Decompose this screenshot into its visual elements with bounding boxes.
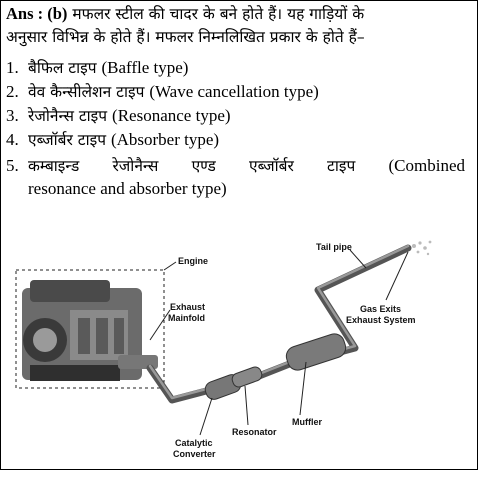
gas-exits-label-2: Exhaust System: [346, 315, 416, 325]
type-english: (Baffle type): [101, 58, 189, 77]
intro-text-1: मफलर स्टील की चादर के बने होते हैं। यह गाड़ियों के: [72, 5, 365, 23]
type-english: (Combined: [388, 156, 465, 175]
type-number: 2.: [6, 82, 19, 101]
type-number: 4.: [6, 130, 19, 149]
type-english: (Resonance type): [112, 106, 231, 125]
type-english-cont: resonance and absorber type): [28, 179, 227, 198]
muffler-label: Muffler: [292, 417, 322, 427]
answer-line-2: [6, 26, 477, 48]
answer-line-1: [6, 3, 477, 25]
catalytic-converter-label-1: Catalytic: [175, 438, 213, 448]
type-number: 1.: [6, 58, 19, 77]
engine-illustration: [16, 270, 164, 388]
gas-exits-label-1: Gas Exits: [360, 304, 402, 314]
type-item-2: [6, 81, 477, 103]
tail-pipe-label: Tail pipe: [316, 242, 352, 252]
type-item-3: [6, 105, 477, 127]
muffler-illustration: [284, 331, 348, 372]
catalytic-converter-label-2: Converter: [173, 449, 216, 459]
type-hindi: रेजोनैन्स टाइप: [28, 107, 108, 125]
intro-text-2: अनुसार विभिन्न के होते हैं। मफलर निम्नलिखित प्रकार के होते हैं–: [6, 28, 365, 46]
exhaust-system-diagram: [0, 240, 478, 465]
type-hindi: कम्बाइन्ड रेजोनैन्स एण्ड एब्जॉर्बर टाइप: [28, 157, 356, 175]
resonator-label: Resonator: [232, 427, 277, 437]
type-item-5-cont: [28, 178, 477, 200]
type-number: 3.: [6, 106, 19, 125]
type-english: (Wave cancellation type): [149, 82, 319, 101]
exhaust-manifold-label-2: Mainfold: [168, 313, 205, 323]
engine-label: Engine: [178, 256, 209, 266]
type-hindi: वेव कैन्सीलेशन टाइप: [28, 83, 145, 101]
type-hindi: एब्जॉर्बर टाइप: [28, 131, 107, 149]
type-item-1: [6, 57, 477, 79]
resonator-illustration: [231, 365, 264, 388]
type-hindi: बैफिल टाइप: [28, 59, 97, 77]
type-item-5: [6, 155, 465, 177]
type-number: 5.: [6, 156, 19, 175]
gas-plume-illustration: [412, 241, 431, 256]
answer-label: Ans : (b): [6, 4, 68, 23]
type-english: (Absorber type): [110, 130, 220, 149]
type-item-4: [6, 129, 477, 151]
exhaust-manifold-label-1: Exhaust: [170, 302, 206, 312]
